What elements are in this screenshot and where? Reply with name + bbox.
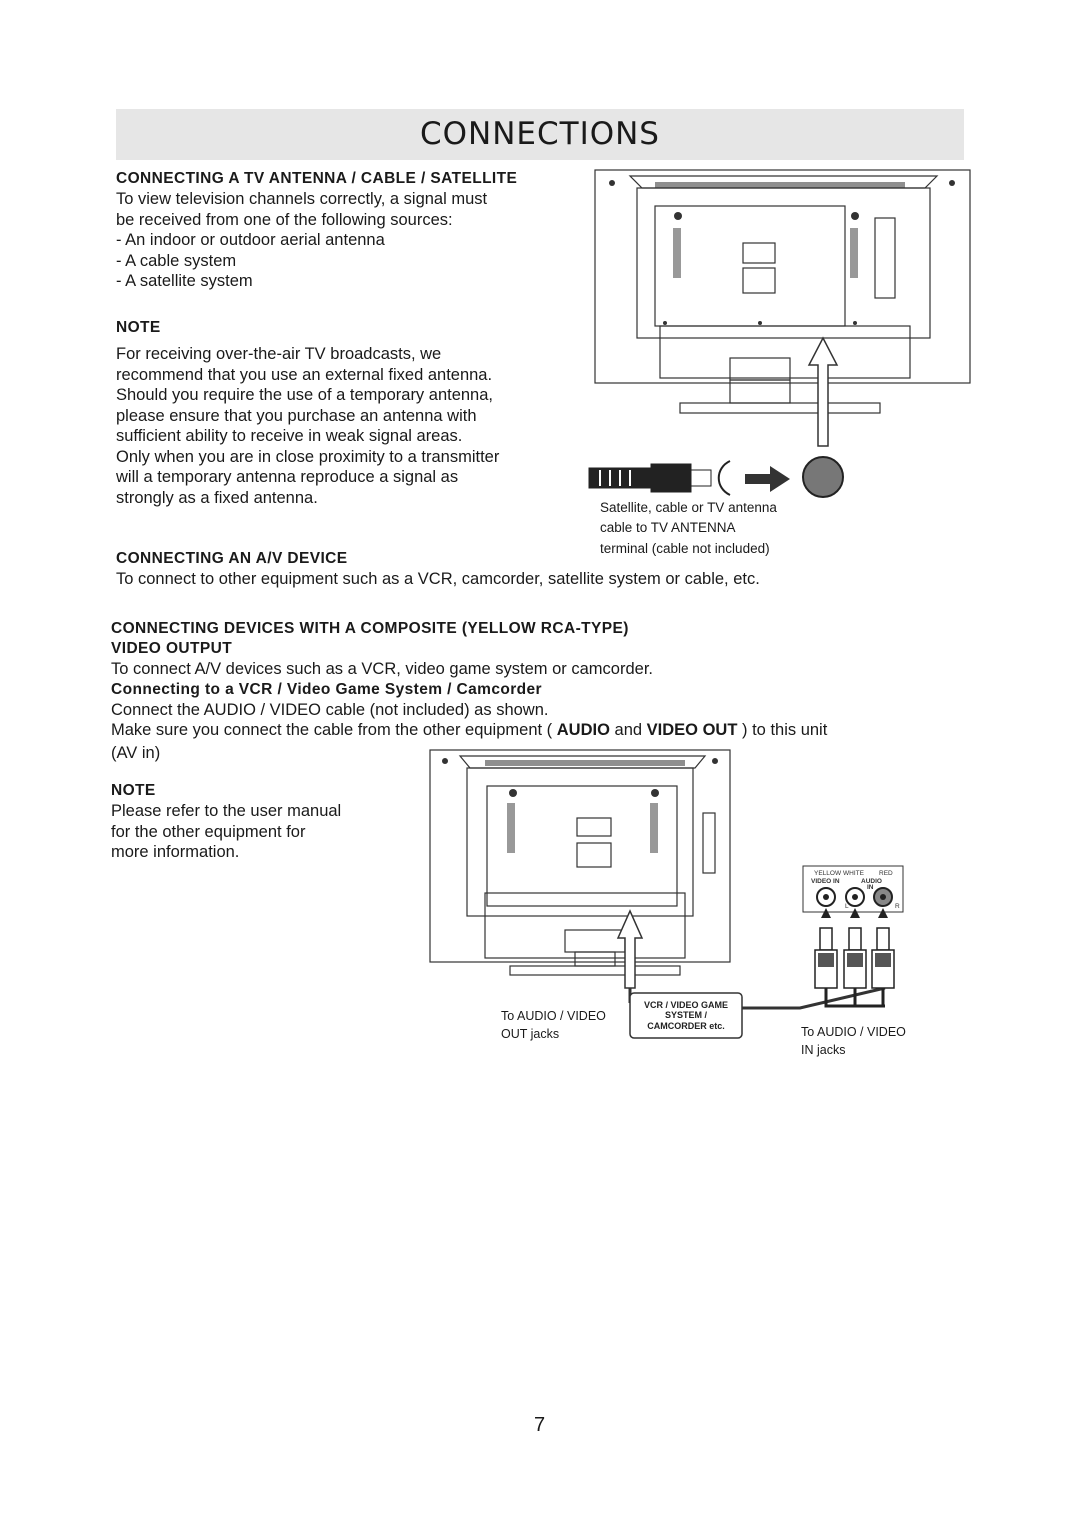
text3-post: ) to this unit [742, 721, 828, 739]
antenna-line: - A cable system [116, 251, 237, 270]
antenna-line: - A satellite system [116, 272, 253, 290]
in-caption [801, 1023, 906, 1059]
note-heading: NOTE [116, 319, 161, 336]
antenna-line: be received from one of the following sources: [116, 210, 453, 229]
note2-body [111, 801, 341, 863]
antenna-line: To view television channels correctly, a signal must [116, 190, 488, 208]
antenna-body [116, 189, 487, 292]
page-number: 7 [534, 1414, 546, 1436]
jack-audio-label: AUDIO [861, 878, 882, 885]
tv-back-av-illustration [425, 748, 925, 1063]
text3-bold-audio: AUDIO [556, 721, 610, 739]
antenna-caption [600, 498, 777, 559]
note2-line: Please refer to the user manual [111, 802, 342, 820]
in-caption-line: To AUDIO / VIDEO [801, 1025, 906, 1039]
jack-color-yellow: YELLOW [814, 870, 842, 877]
av-text: To connect to other equipment such as a VCR, camcorder, satellite system or cable, etc. [116, 570, 760, 588]
out-caption-line: OUT jacks [501, 1027, 560, 1041]
note2-heading: NOTE [111, 782, 156, 799]
note-line: recommend that you use an external fixed antenna. [116, 365, 493, 384]
out-caption [501, 1007, 606, 1043]
note-line: Only when you are in close proximity to a transmitter [116, 447, 500, 466]
note-line: sufficient ability to receive in weak signal areas. [116, 427, 463, 445]
out-caption-line: To AUDIO / VIDEO [501, 1009, 606, 1023]
jack-color-white: WHITE [843, 870, 864, 877]
note-line: will a temporary antenna reproduce a signal as [116, 468, 459, 486]
text3-bold-video-out: VIDEO OUT [646, 721, 738, 739]
caption-line: Satellite, cable or TV antenna [600, 500, 777, 515]
caption-line: cable to TV ANTENNA [600, 520, 736, 536]
text3-pre: Make sure you connect the cable from the other equipment ( [111, 721, 553, 739]
note-line: Should you require the use of a temporary antenna, [116, 386, 493, 404]
antenna-heading: CONNECTING A TV ANTENNA / CABLE / SATELLITE [116, 170, 518, 187]
device-line: CAMCORDER etc. [647, 1021, 725, 1031]
jack-l-label: L [845, 903, 849, 910]
note2-line: more information. [111, 843, 240, 861]
tv-back-antenna-illustration [585, 168, 980, 503]
note-body [116, 344, 499, 508]
page-title: CONNECTIONS [419, 116, 660, 152]
composite-subheading: Connecting to a VCR / Video Game System / Camcorder [111, 681, 542, 698]
jack-in-label: IN [867, 884, 874, 891]
caption-line: terminal (cable not included) [600, 540, 770, 556]
composite-text-4: (AV in) [111, 744, 161, 762]
jack-video-in-label: VIDEO IN [811, 878, 840, 885]
device-line: VCR / VIDEO GAME [643, 1000, 729, 1010]
note-line: please ensure that you purchase an antenna with [116, 406, 477, 425]
composite-text-2: Connect the AUDIO / VIDEO cable (not included) as shown. [111, 701, 549, 719]
note-line: For receiving over-the-air TV broadcasts, we [116, 345, 442, 363]
device-line: SYSTEM / [664, 1010, 708, 1020]
composite-heading-2: VIDEO OUTPUT [111, 640, 233, 657]
text3-and: and [614, 721, 643, 739]
note-line: strongly as a fixed antenna. [116, 488, 318, 507]
composite-text-1: To connect A/V devices such as a VCR, video game system or camcorder. [111, 660, 653, 678]
jack-r-label: R [895, 903, 900, 910]
jack-color-red: RED [879, 870, 893, 877]
composite-text-3 [111, 720, 827, 741]
antenna-line: - An indoor or outdoor aerial antenna [116, 231, 385, 249]
in-caption-line: IN jacks [801, 1043, 846, 1057]
note2-line: for the other equipment for [111, 822, 306, 841]
av-heading: CONNECTING AN A/V DEVICE [116, 550, 348, 567]
composite-heading-1: CONNECTING DEVICES WITH A COMPOSITE (YELLOW RCA-TYPE) [111, 620, 629, 637]
